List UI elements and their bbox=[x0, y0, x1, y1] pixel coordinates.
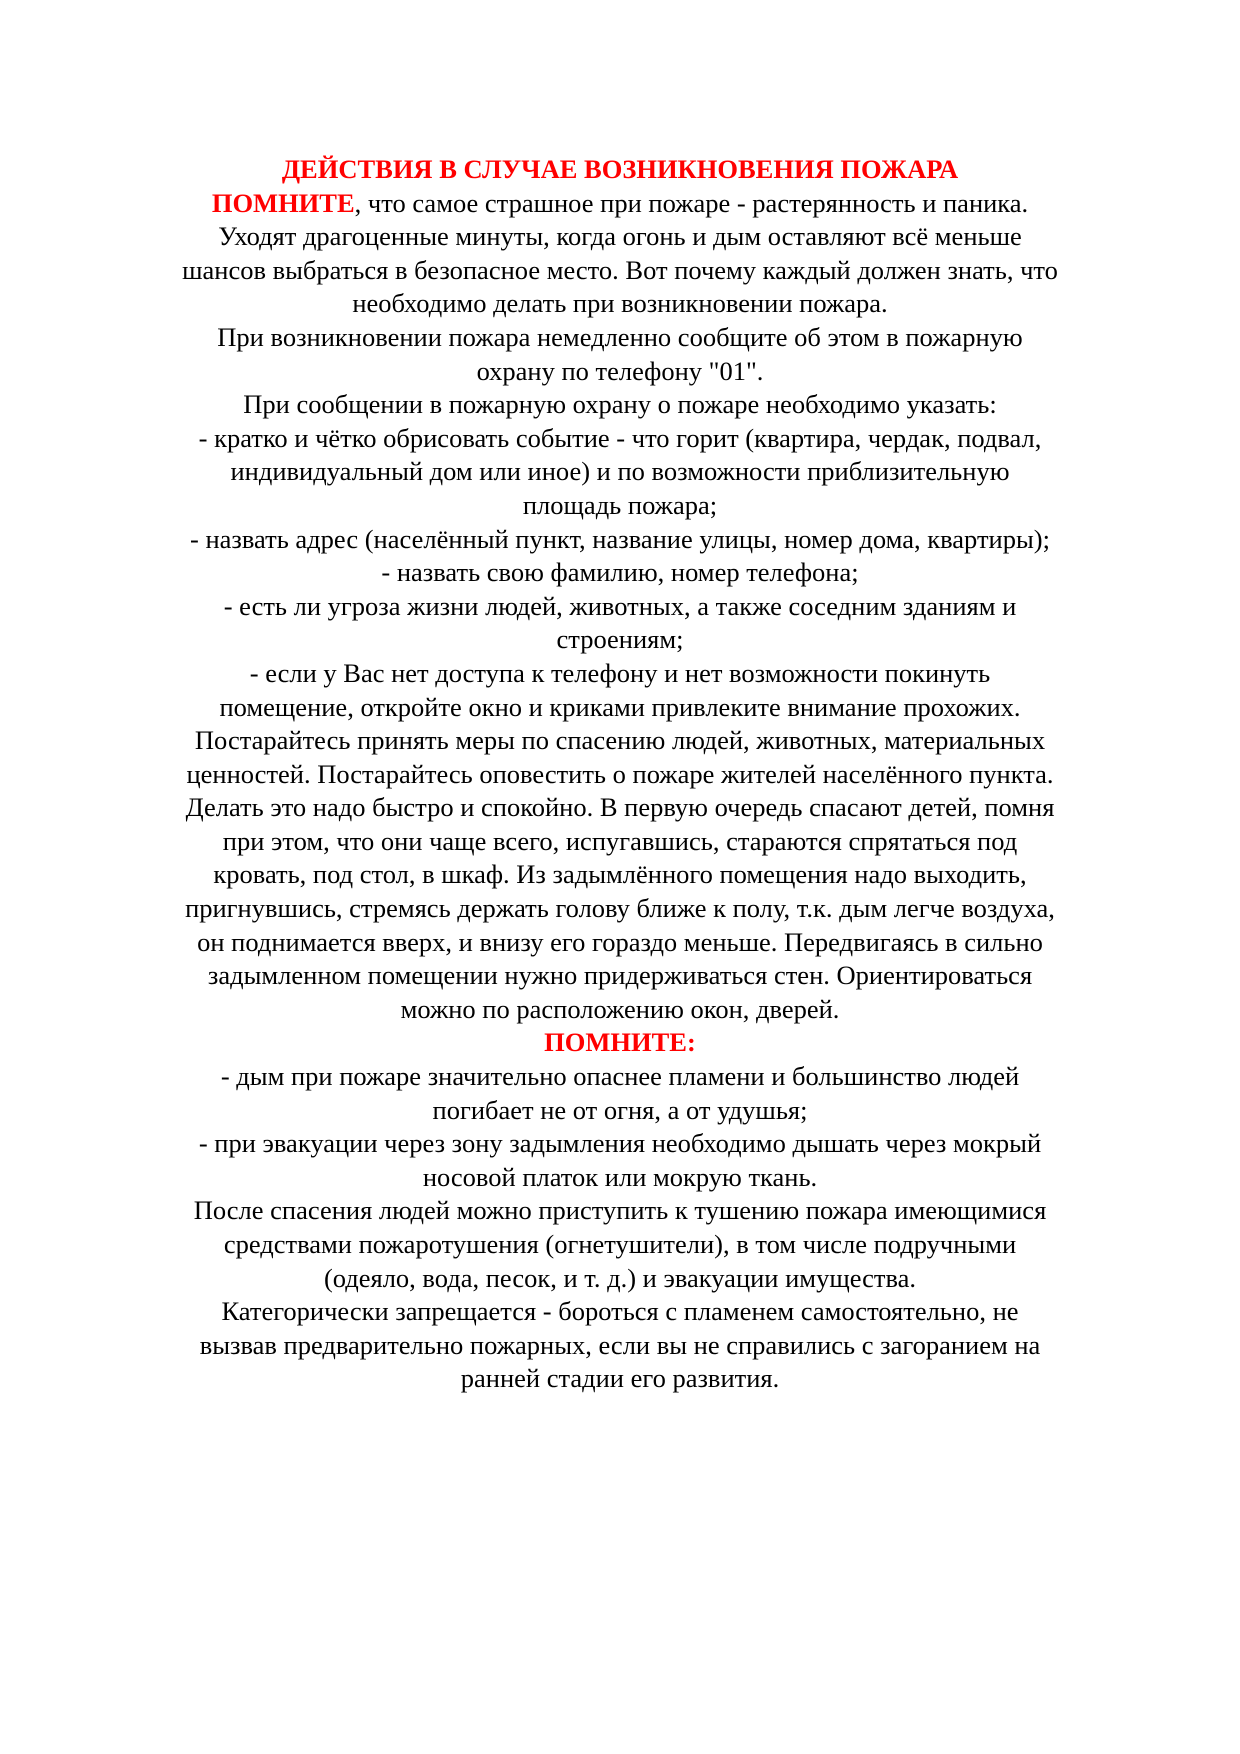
document-title: ДЕЙСТВИЯ В СЛУЧАЕ ВОЗНИКНОВЕНИЯ ПОЖАРА bbox=[281, 154, 959, 184]
call-fire-paragraph: При возникновении пожара немедленно сообщите об этом в пожарную охрану по телефону "01". bbox=[217, 321, 1023, 386]
remember-item: - при эвакуации через зону задымления необходимо дышать через мокрый носовой платок или мокрую ткань. bbox=[198, 1128, 1042, 1192]
report-item: - назвать адрес (населённый пункт, название улицы, номер дома, квартиры); bbox=[190, 523, 1050, 554]
report-item: - кратко и чётко обрисовать событие - что горит (квартира, чердак, подвал, индивидуальный дом или иное) и по возможности приблизительную площадь пожара; bbox=[198, 422, 1042, 520]
evacuation-paragraph: Делать это надо быстро и спокойно. В первую очередь спасают детей, помня при этом, что они чаще всего, испугавшись, стараются спрятаться под кровать, под стол, в шкаф. Из задымлённого помещения надо выходить, пригнувшись, стремясь держать голову ближе к полу, т.к. дым легче воздуха, он поднимается вверх, и внизу его гораздо меньше. Передвигаясь в сильно задымленном помещении нужно придерживаться стен. Ориентироваться можно по расположению окон, дверей. bbox=[185, 792, 1055, 1024]
report-intro: При сообщении в пожарную охрану о пожаре необходимо указать: bbox=[243, 389, 997, 420]
remember-item: - дым при пожаре значительно опаснее пламени и большинство людей погибает не от огня, а от удушья; bbox=[220, 1061, 1020, 1125]
report-item: - есть ли угроза жизни людей, животных, а также соседним зданиям и строениям; bbox=[223, 590, 1017, 655]
report-item: - если у Вас нет доступа к телефону и нет возможности покинуть помещение, откройте окно и криками привлеките внимание прохожих. bbox=[219, 657, 1021, 722]
intro-emphasis: ПОМНИТЕ bbox=[211, 187, 355, 218]
remember-heading: ПОМНИТЕ: bbox=[544, 1027, 696, 1058]
document-body bbox=[180, 153, 1060, 1396]
intro-text: , что самое страшное при пожаре - растерянность и паника. Уходят драгоценные минуты, когда огонь и дым оставляют всё меньше шансов выбраться в безопасное место. Вот почему каждый должен знать, что необходимо делать при возникновении пожара. bbox=[182, 187, 1058, 319]
prohibition-paragraph: Категорически запрещается - бороться с пламенем самостоятельно, не вызвав предварительно пожарных, если вы не справились с загоранием на ранней стадии его развития. bbox=[199, 1296, 1041, 1394]
rescue-paragraph: Постарайтесь принять меры по спасению людей, животных, материальных ценностей. Постарайтесь оповестить о пожаре жителей населённого пункта. bbox=[186, 725, 1054, 789]
intro-paragraph bbox=[180, 187, 1060, 321]
report-item: - назвать свою фамилию, номер телефона; bbox=[381, 557, 859, 588]
extinguish-paragraph: После спасения людей можно приступить к тушению пожара имеющимися средствами пожаротушения (огнетушители), в том числе подручными (одеяло, вода, песок, и т. д.) и эвакуации имущества. bbox=[193, 1195, 1047, 1293]
